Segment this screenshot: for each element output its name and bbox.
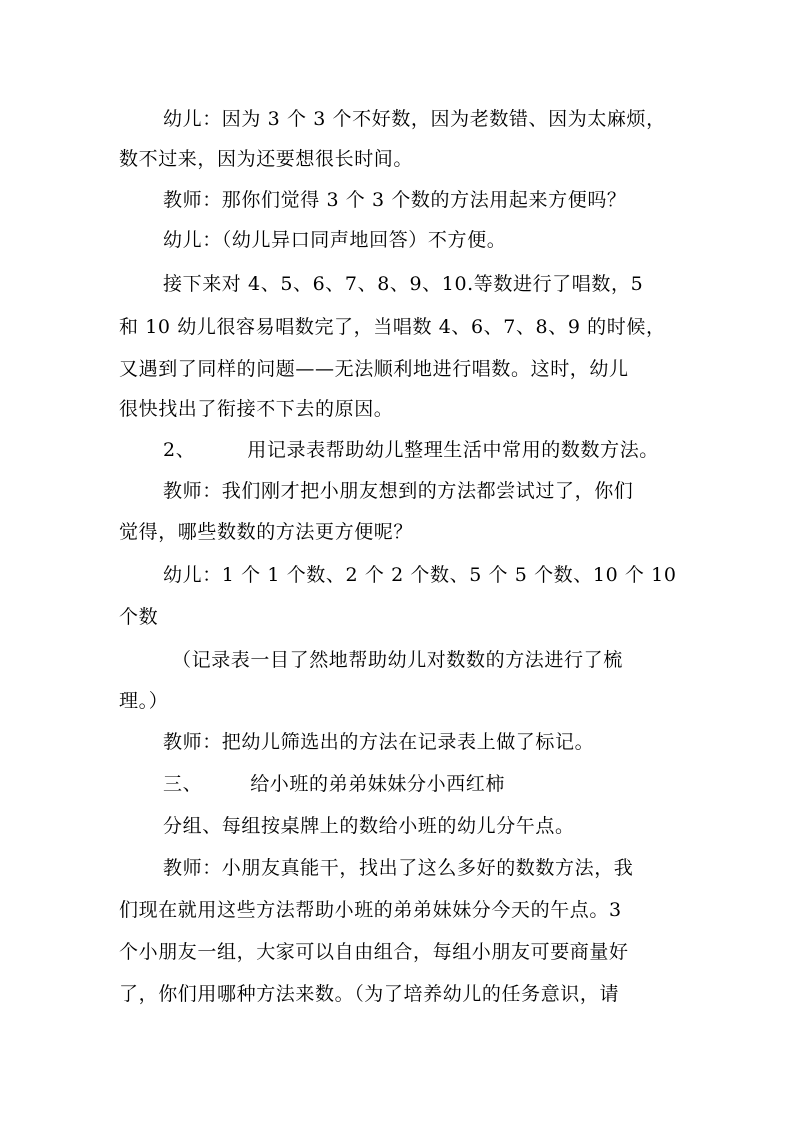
paragraph-line: 很快找出了衔接不下去的原因。 (119, 398, 394, 420)
paragraph-line: 们现在就用这些方法帮助小班的弟弟妹妹分今天的午点。3 (119, 899, 622, 921)
paragraph-line: 幼儿：因为 3 个 3 个不好数，因为老数错、因为太麻烦， (163, 108, 666, 130)
paragraph-line: 觉得，哪些数数的方法更方便呢？ (119, 521, 414, 543)
list-item-text: 用记录表帮助幼儿整理生活中常用的数数方法。 (247, 439, 659, 461)
list-marker: 2、 (163, 439, 196, 461)
list-item-heading (163, 438, 659, 462)
paragraph-line: 了，你们用哪种方法来数。（为了培养幼儿的任务意识，请 (119, 983, 620, 1005)
section-heading-text: 给小班的弟弟妹妹分小西红柿 (250, 773, 506, 795)
section-heading (163, 772, 505, 796)
paragraph-line: 又遇到了同样的问题——无法顺利地进行唱数。这时，幼儿 (119, 358, 629, 380)
paragraph-line: 分组、每组按桌牌上的数给小班的幼儿分午点。 (163, 815, 575, 837)
paragraph-line: 幼儿：（幼儿异口同声地回答）不方便。 (163, 229, 507, 251)
paragraph-line: （记录表一目了然地帮助幼儿对数数的方法进行了梳 (172, 649, 623, 671)
paragraph-line: 个数 (119, 606, 159, 628)
paragraph-line: 教师：我们刚才把小朋友想到的方法都尝试过了，你们 (163, 480, 634, 502)
paragraph-line: 个小朋友一组，大家可以自由组合，每组小朋友可要商量好 (119, 941, 629, 963)
paragraph-line: 理。） (119, 690, 169, 712)
paragraph-line: 教师：把幼儿筛选出的方法在记录表上做了标记。 (163, 731, 595, 753)
paragraph-line: 和 10 幼儿很容易唱数完了，当唱数 4、6、7、8、9 的时候， (119, 316, 666, 338)
paragraph-line: 接下来对 4、5、6、7、8、9、10.等数进行了唱数，5 (163, 273, 644, 295)
paragraph-line: 教师：那你们觉得 3 个 3 个数的方法用起来方便吗？ (163, 189, 627, 211)
paragraph-line: 教师：小朋友真能干，找出了这么多好的数数方法，我 (163, 857, 634, 879)
paragraph-line: 数不过来，因为还要想很长时间。 (119, 148, 414, 170)
section-marker: 三、 (163, 773, 203, 795)
paragraph-line: 幼儿：1 个 1 个数、2 个 2 个数、5 个 5 个数、10 个 10 (163, 564, 677, 586)
